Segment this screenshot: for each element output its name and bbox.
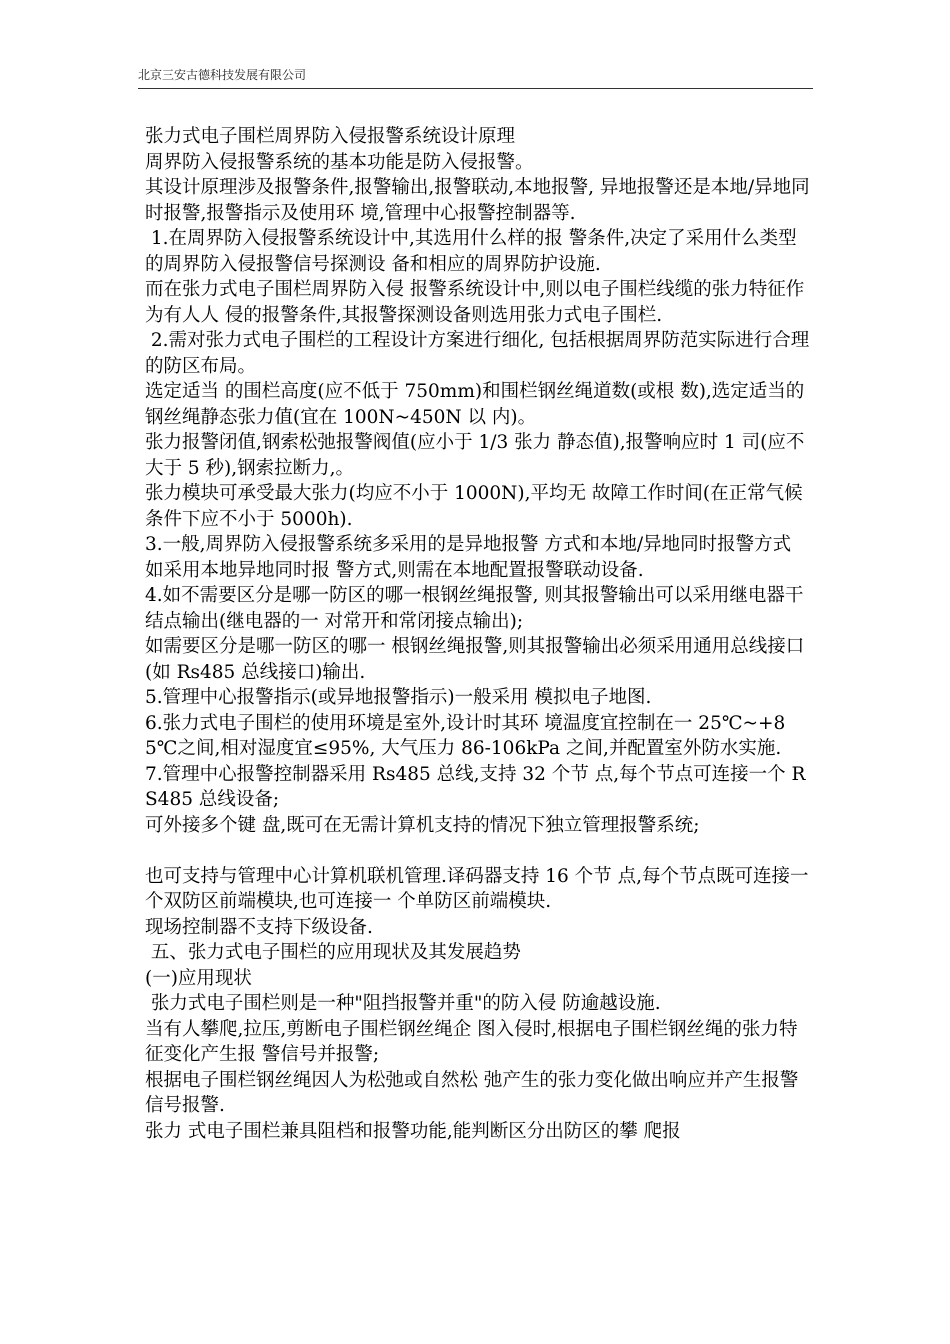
page-header-company: 北京三安古德科技发展有限公司 bbox=[138, 68, 813, 89]
paragraph: 如采用本地异地同时报 警方式,则需在本地配置报警联动设备. bbox=[145, 559, 644, 581]
paragraph: 7.管理中心报警控制器采用 Rs485 总线,支持 32 个节 点,每个节点可连接一个 RS485 总线设备; bbox=[145, 763, 806, 810]
paragraph: 当有人攀爬,拉压,剪断电子围栏钢丝绳企 图入侵时,根据电子围栏钢丝绳的张力特征变化产生报 警信号并报警; bbox=[145, 1018, 798, 1065]
section-heading: 五、张力式电子围栏的应用现状及其发展趋势 bbox=[145, 942, 521, 963]
paragraph: 5.管理中心报警指示(或异地报警指示)一般采用 模拟电子地图. bbox=[145, 687, 652, 708]
paragraph: 周界防入侵报警系统的基本功能是防入侵报警。 bbox=[145, 151, 534, 173]
paragraph: 其设计原理涉及报警条件,报警输出,报警联动,本地报警, 异地报警还是本地/异地同时报警,报警指示及使用环 境,管理中心报警控制器等. bbox=[145, 177, 810, 224]
paragraph: 选定适当 的围栏高度(应不低于 750mm)和围栏钢丝绳道数(或根 数),选定适当的钢丝绳静态张力值(宜在 100N~450N 以 内)。 bbox=[145, 381, 805, 428]
paragraph: 张力报警闭值,钢索松弛报警阀值(应小于 1/3 张力 静态值),报警响应时 1 司(应不大于 5 秒),钢索拉断力,。 bbox=[145, 432, 805, 479]
paragraph: 而在张力式电子围栏周界防入侵 报警系统设计中,则以电子围栏线缆的张力特征作为有人人 侵的报警条件,其报警探测设备则选用张力式电子围栏. bbox=[145, 279, 805, 326]
paragraph: 张力 式电子围栏兼具阻档和报警功能,能判断区分出防区的攀 爬报 bbox=[145, 1120, 681, 1142]
subsection-heading: (一)应用现状 bbox=[145, 967, 252, 989]
paragraph: 6.张力式电子围栏的使用环境是室外,设计时其环 境温度宜控制在一 25℃~+85℃之间,相对湿度宜≤95%, 大气压力 86-106kPa 之间,并配置室外防水实施. bbox=[145, 712, 786, 759]
paragraph: 可外接多个键 盘,既可在无需计算机支持的情况下独立管理报警系统; bbox=[145, 814, 700, 836]
paragraph: 张力模块可承受最大张力(均应不小于 1000N),平均无 故障工作时间(在正常气候条件下应不小于 5000h). bbox=[145, 483, 803, 530]
paragraph: 1.在周界防入侵报警系统设计中,其选用什么样的报 警条件,决定了采用什么类型的周界防入侵报警信号探测设 备和相应的周界防护设施. bbox=[145, 228, 797, 275]
paragraph-title: 张力式电子围栏周界防入侵报警系统设计原理 bbox=[145, 126, 516, 147]
paragraph: 2.需对张力式电子围栏的工程设计方案进行细化, 包括根据周界防范实际进行合理的防区布局。 bbox=[145, 330, 810, 377]
document-body bbox=[145, 124, 815, 1324]
paragraph: 也可支持与管理中心计算机联机管理.译码器支持 16 个节 点,每个节点既可连接一个双防区前端模块,也可连接一 个单防区前端模块. bbox=[145, 865, 809, 912]
paragraph: 张力式电子围栏则是一种"阻挡报警并重"的防入侵 防逾越设施. bbox=[145, 993, 661, 1014]
paragraph: 根据电子围栏钢丝绳因人为松弛或自然松 弛产生的张力变化做出响应并产生报警信号报警. bbox=[145, 1069, 799, 1116]
paragraph: 现场控制器不支持下级设备. bbox=[145, 916, 373, 938]
paragraph: 3.一般,周界防入侵报警系统多采用的是异地报警 方式和本地/异地同时报警方式 bbox=[145, 534, 792, 555]
blank-line bbox=[145, 838, 815, 864]
paragraph: 4.如不需要区分是哪一防区的哪一根钢丝绳报警, 则其报警输出可以采用继电器干结点输出(继电器的一 对常开和常闭接点输出); bbox=[145, 585, 804, 632]
paragraph: 如需要区分是哪一防区的哪一 根钢丝绳报警,则其报警输出必须采用通用总线接口(如 Rs485 总线接口)输出. bbox=[145, 636, 805, 683]
